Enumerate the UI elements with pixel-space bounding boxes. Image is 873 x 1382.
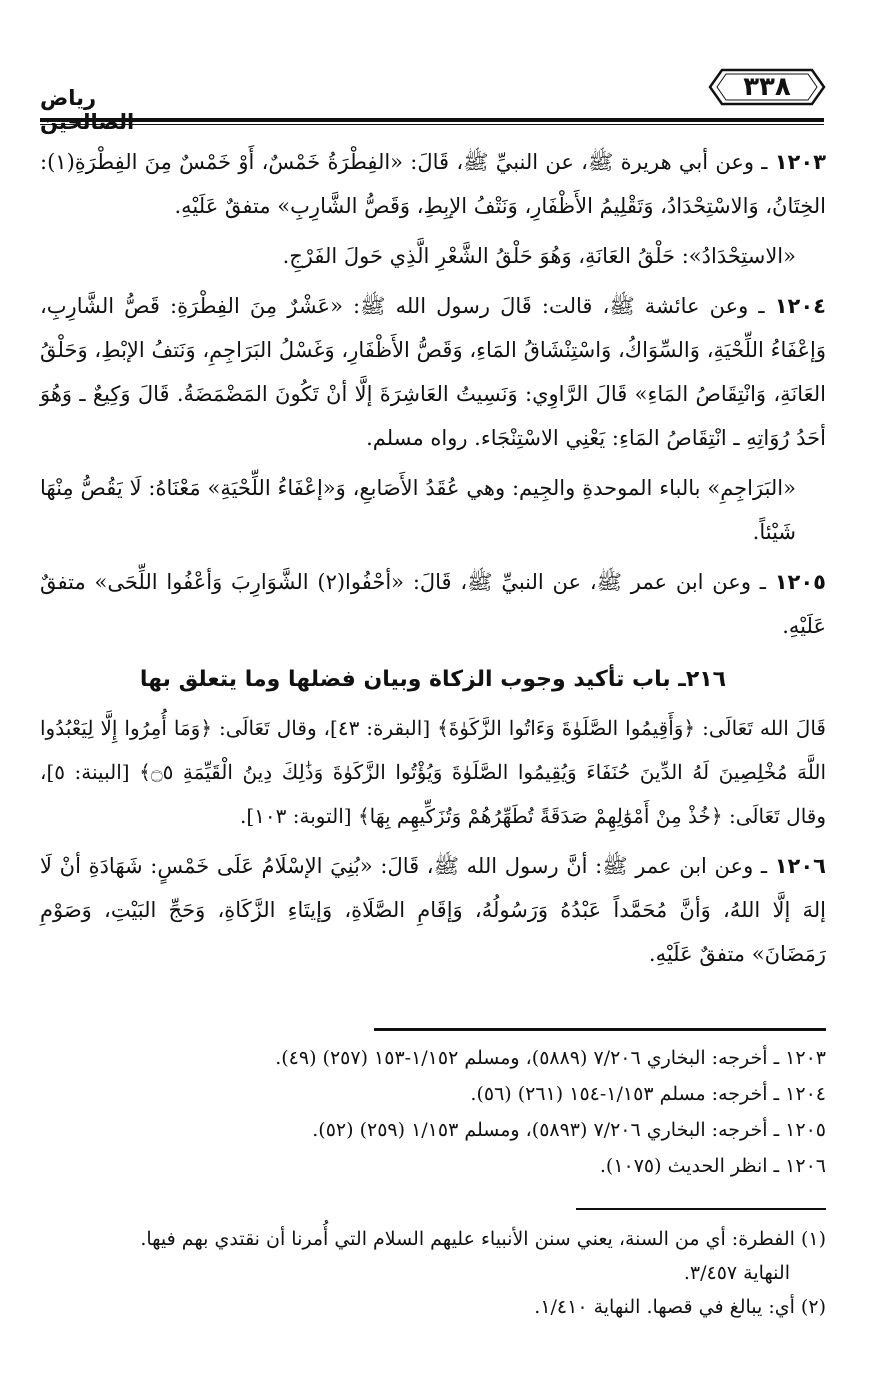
hadith-number: ١٢٠٤: [774, 294, 826, 318]
hadith-1204: [40, 284, 826, 460]
footnote-1-continued: النهاية ٣/٤٥٧.: [683, 1262, 790, 1284]
footnotes: [40, 1222, 826, 1324]
footnote-2: (٢) أي: يبالغ في قصها. النهاية ١/٤١٠.: [534, 1296, 826, 1318]
takhrij-item: ١٢٠٦ ـ انظر الحديث (١٠٧٥).: [599, 1155, 826, 1177]
page-header: [0, 0, 873, 134]
takhrij-divider: [374, 1028, 826, 1031]
hadith-number: ١٢٠٦: [774, 854, 826, 878]
header-divider: [40, 118, 824, 125]
hadith-1205: [40, 560, 826, 648]
takhrij-item: ١٢٠٣ ـ أخرجه: البخاري ٧/٢٠٦ (٥٨٨٩)، ومسلم ١/١٥٢-١٥٣ (٢٥٧) (٤٩).: [275, 1047, 826, 1069]
chapter-intro: قَالَ الله تَعَالَى: ﴿وَأَقِيمُوا الصَّلَوٰةَ وَءَاتُوا الزَّكَوٰةَ﴾ [البقرة: ٤٣]، وقال تَعَالَى: ﴿وَمَا أُمِرُوا إِلَّا لِيَعْبُدُوا اللَّهَ مُخْلِصِينَ لَهُ الدِّينَ حُنَفَاءَ وَيُقِيمُوا الصَّلَوٰةَ وَيُؤْتُوا الزَّكَوٰةَ وَذَٰلِكَ دِينُ الْقَيِّمَةِ ۝٥﴾ [البينة: ٥]، وقال تَعَالَى: ﴿خُذْ مِنْ أَمْوَٰلِهِمْ صَدَقَةً تُطَهِّرُهُمْ وَتُزَكِّيهِم بِهَا﴾ [التوبة: ١٠٣].: [40, 716, 827, 828]
chapter-title: ٢١٦ـ باب تأكيد وجوب الزكاة وبيان فضلها وما يتعلق بها: [139, 667, 727, 692]
hadith-number: ١٢٠٥: [774, 570, 826, 594]
hadith-text: ـ وعن عائشة ﷺ، قالت: قَالَ رسول الله ﷺ: «عَشْرٌ مِنَ الفِطْرَةِ: قَصُّ الشَّارِبِ، وَإعْفَاءُ اللِّحْيَةِ، وَالسِّوَاكُ، وَاسْتِنْشَاقُ المَاءِ، وَقَصُّ الأَظْفَارِ، وَغَسْلُ البَرَاجِمِ، وَنَتفُ الإبْطِ، وَحَلْقُ العَانَةِ، وَانْتِقَاصُ المَاءِ» قَالَ الرَّاوِي: وَنَسِيتُ العَاشِرَةَ إلَّا أنْ تَكُونَ المَضْمَضَةُ. قَالَ وَكِيعٌ ـ وَهُوَ أحَدُ رُوَاتِهِ ـ انْتِقَاصُ المَاءِ: يَعْنِي الاسْتِنْجَاء. رواه مسلم.: [40, 294, 826, 450]
takhrij-item: ١٢٠٤ ـ أخرجه: مسلم ١/١٥٣-١٥٤ (٢٦١) (٥٦).: [470, 1083, 826, 1105]
page-number-badge: [708, 68, 826, 106]
hadith-1206: [40, 844, 826, 976]
takhrij-notes: [40, 1040, 826, 1184]
main-text: [40, 140, 826, 982]
book-title: رياض الصالحين: [40, 86, 135, 134]
hadith-text: ـ وعن ابن عمر ﷺ، عن النبيِّ ﷺ، قَالَ: «أحْفُوا(٢) الشَّوَارِبَ وَأعْفُوا اللِّحَى» متفقٌ عَلَيْهِ.: [40, 570, 826, 638]
takhrij-item: ١٢٠٥ ـ أخرجه: البخاري ٧/٢٠٦ (٥٨٩٣)، ومسلم ١/١٥٣ (٢٥٩) (٥٢).: [312, 1119, 826, 1141]
page-number: ٣٣٨: [743, 72, 791, 102]
hadith-text: ـ وعن ابن عمر ﷺ: أنَّ رسول الله ﷺ، قَالَ: «بُنِيَ الإسْلَامُ عَلَى خَمْسٍ: شَهَادَةِ أنْ لَا إلهَ إلَّا اللهُ، وَأنَّ مُحَمَّداً عَبْدُهُ وَرَسُولُهُ، وَإقَامِ الصَّلَاةِ، وَإيتَاءِ الزَّكَاةِ، وَحَجِّ البَيْتِ، وَصَوْمِ رَمَضَانَ» متفقٌ عَلَيْهِ.: [40, 854, 826, 966]
hadith-number: ١٢٠٣: [774, 150, 826, 174]
hadith-1203: [40, 140, 826, 228]
hadith-1203-note: «الاستِحْدَادُ»: حَلْقُ العَانَةِ، وَهُوَ حَلْقُ الشَّعْرِ الَّذِي حَولَ الفَرْجِ.: [282, 244, 796, 268]
hadith-text: ـ وعن أبي هريرة ﷺ، عن النبيِّ ﷺ، قَالَ: «الفِطْرَةُ خَمْسٌ، أَوْ خَمْسٌ مِنَ الفِطْرَةِ(١): الخِتَانُ، وَالاسْتِحْدَادُ، وَتَقْلِيمُ الأَظْفَارِ، وَنَتْفُ الإبِطِ، وَقَصُّ الشَّارِبِ» متفقٌ عَلَيْهِ.: [40, 150, 826, 218]
footnote-1: (١) الفطرة: أي من السنة، يعني سنن الأنبياء عليهم السلام التي أُمرنا أن نقتدي بهم فيها.: [140, 1228, 826, 1250]
footnote-divider: [576, 1208, 826, 1210]
hadith-1204-note: «البَرَاجِمِ» بالباء الموحدةِ والجِيم: وهي عُقَدُ الأَصَابعِ، وَ«إعْفَاءُ اللِّحْيَةِ» مَعْنَاهُ: لَا يَقُصُّ مِنْهَا شَيْئاً.: [40, 476, 796, 544]
